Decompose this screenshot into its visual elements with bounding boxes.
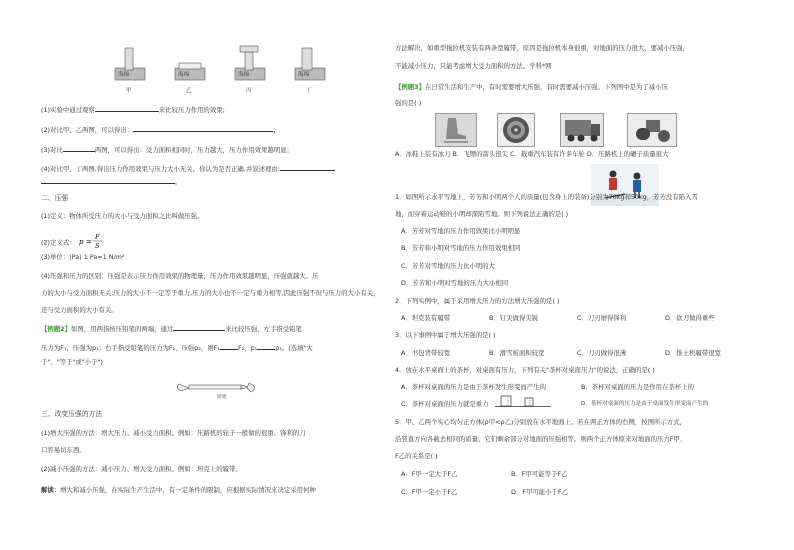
answer-blank[interactable]: [280, 163, 335, 171]
problem-5-option-c[interactable]: C．F甲一定小于F乙: [401, 488, 458, 496]
difference-line-3: 还与受力面积的大小有关。: [41, 306, 118, 314]
ice-skate-photo: [435, 113, 477, 147]
difference-line-1: (4)压强和压力的区别：压强是表示压力作用效果的物理量，压力作用效果越明显，压强就越大。压: [41, 272, 319, 280]
method-note: [41, 486, 316, 495]
figure-caption-bing: 丙: [246, 88, 252, 94]
problem-4-option-b[interactable]: B．茶杯对桌面的压力是作用在茶杯上的: [581, 383, 695, 391]
example-3-text: 在日常生活和生产中，有时需要增大压强，有时需要减小压强。下列图中是为了减小压: [425, 83, 668, 91]
svg-text:p: p: [78, 238, 84, 246]
problem-4-option-c[interactable]: C．茶杯对桌面的压力就是重力: [401, 400, 489, 408]
answer-blank[interactable]: [133, 124, 273, 132]
note-text: 增大和减小压强，在实际生产生活中，有一定条件的限制，应根据实际情况来决定采用何种: [60, 486, 316, 494]
problem-4-stem: 4．放在水平桌面上的茶杯，对桌面有压力，下列有关"茶杯对桌面压力"的说法，正确的是( ): [395, 366, 655, 374]
figure-caption-jia: 甲: [126, 88, 132, 94]
example-2-line-3: 于"、"等于"或"小于"): [41, 358, 103, 366]
problem-1-line-2: 地，而穿着运动鞋的小明却深陷雪地。则下列说法正确的是( ): [395, 210, 569, 218]
truck-photo: [560, 113, 604, 147]
question-1: [41, 104, 225, 115]
unit-text: (3)单位：(Pa) 1 Pa=1 N/m²: [41, 253, 125, 261]
example-2-text: 来比较压强，左手指受铅笔: [225, 325, 302, 333]
dartboard-photo: [497, 113, 535, 147]
figure-caption-ding: 丁: [306, 88, 312, 94]
note-label: 解读：: [41, 486, 61, 494]
problem-1-option-b[interactable]: B．芳芳和小明对雪地的压力作用效果相同: [401, 244, 521, 252]
example-2-line-1: [41, 323, 302, 334]
answer-blank[interactable]: [41, 176, 175, 184]
example-3-line-1: [395, 83, 668, 92]
problem-3-option-b[interactable]: B．滑雪板面积较宽: [489, 349, 545, 357]
svg-text:F: F: [94, 233, 100, 241]
problem-2-option-c[interactable]: C．刀刃磨得锋利: [577, 314, 627, 322]
answer-blank[interactable]: [220, 342, 238, 350]
example-3-options: A．冰鞋上装有冰刀 B．飞镖的箭头很尖 C．载重汽车装有许多车轮 D．压路机上的碾子质量很大: [395, 150, 669, 158]
continued-line-2: 不能减小压力，只能考虑增大受力面积的方法。学科*网: [395, 62, 552, 70]
example-3-line-2: 强的是( ): [395, 99, 422, 107]
question-2-tail: ；: [273, 126, 280, 134]
problem-5-line-2: 沿竖直方向各截去相同的质量，它们剩余部分对地面的压强相等。则两个正方体原来对地面的压力F甲、: [395, 435, 687, 443]
problem-1-option-d[interactable]: D．芳芳和小明对雪地的压力大小相同: [401, 279, 509, 287]
example-2-tag: 【例题2】: [41, 325, 72, 333]
road-roller-photo: [627, 113, 677, 147]
difference-line-2: 力的大小与受力面积无关;压力的大小不一定等于重力,压力的大小也不一定与重力相等,因此压强不但与压力的大小有关，: [41, 289, 380, 297]
sponge-label: 海绵: [118, 72, 130, 78]
cubes-figure: [495, 394, 551, 408]
method-2: (2)减小压强的方法：减小压力、增大受力面积。例如：坦克上的履带。: [41, 465, 242, 473]
problem-3-option-c[interactable]: C．刀刃做得很薄: [577, 349, 627, 357]
problem-5-line-1: 5．甲、乙两个实心均匀正方体(ρ甲<ρ乙)分别放在水平地面上。若在两正方体的右侧，按图所示方式，: [395, 418, 686, 426]
method-1-line-2: 口容易切东西。: [41, 446, 86, 454]
question-4-line2: [41, 176, 181, 187]
question-2-text: (2)对比甲、乙两图，可以得出：: [41, 126, 134, 134]
problem-1-line-1: 1．如图所示水平雪地上，芳芳和小明两个人的质量(包含身上的装备)分别为70kg和50kg，芳芳没有陷入雪: [395, 193, 698, 201]
problem-1-option-a[interactable]: A．芳芳对雪地的压力作用效果比小明明显: [401, 227, 521, 235]
problem-4-option-d[interactable]: D．茶杯对桌面的压力是由于桌面发生形变而产生的: [581, 401, 709, 407]
fraction-formula: [78, 232, 108, 250]
question-3-tail: 两图，可以得出：受力面积相同时，压力越大，压力作用效果越明显；: [94, 146, 293, 154]
question-4: [41, 163, 335, 174]
example-2-text: 如图，用两指按压铅笔的两端，通过: [71, 325, 174, 333]
question-4-text: (4)对比甲、丁两图,得出压力作用效果与压力大小无关。你认为是否正确,并叙述理由:: [41, 165, 280, 173]
question-1-text: (1)实验中通过观察: [41, 106, 95, 114]
svg-text:S: S: [94, 242, 100, 250]
continued-line-1: 方法解决，如重型拖拉机安装有两条宽履带，原因是拖拉机本身很重，对地面的压力很大，要减小压强，: [395, 44, 689, 52]
method-1-line-1: (1)增大压强的方法：增大压力、减小受力面积。例如：压路机的轮子一般做的很重、锋利的刀: [41, 429, 306, 437]
problem-4-option-a[interactable]: A．茶杯对桌面的压力是由于茶杯发生形变而产生的: [401, 383, 546, 391]
question-1-tail: 来比较压力作用的效果;: [158, 106, 225, 114]
example-2-text: p₂。(选填"大: [275, 344, 313, 352]
question-3: [41, 144, 293, 155]
problem-3-option-a[interactable]: A．书包背带较宽: [401, 349, 451, 357]
example-2-text: 压力为F₁、压强为p₁；右手指受铅笔的压力为F₂、压强p₂，则F₁: [41, 344, 220, 352]
problem-2-option-b[interactable]: B．钉尖做得尖锐: [489, 314, 539, 322]
figure-caption-yi: 乙: [186, 88, 192, 94]
sponge-experiment-figure: [103, 44, 333, 84]
answer-blank[interactable]: [63, 144, 95, 152]
example-2-line-2: [41, 342, 313, 353]
sponge-label: 海绵: [298, 72, 310, 78]
problem-2-option-a[interactable]: A．坦克装有履带: [401, 314, 451, 322]
section-heading-change-pressure: 三、改变压强的方法: [41, 410, 103, 418]
problem-5-option-d[interactable]: D．F甲可能小于F乙: [511, 488, 569, 496]
formula-prefix: (2)定义式：: [41, 238, 76, 247]
problem-3-option-d[interactable]: D．推土机履带很宽: [665, 349, 722, 357]
definition-text: (1)定义：物体所受压力的大小与受力面积之比叫做压强。: [41, 212, 204, 220]
problem-2-option-d[interactable]: D．砍刀做得重些: [665, 314, 715, 322]
problem-1-option-c[interactable]: C．芳芳对雪地的压力比小明的大: [401, 262, 495, 270]
pressure-formula: [78, 232, 108, 253]
problem-2-stem: 2．下列实例中，属于采用增大压力的方法增大压强的是( ): [395, 297, 560, 305]
example-2-text: F₂，p₁: [237, 344, 258, 352]
pencil-label: 铅笔: [217, 395, 227, 400]
sponge-label: 海绵: [238, 72, 250, 78]
formula-line: [41, 232, 108, 253]
answer-blank[interactable]: [173, 323, 225, 331]
answer-blank[interactable]: [95, 104, 159, 112]
answer-blank[interactable]: [257, 342, 275, 350]
problem-5-line-3: F乙的关系是( ): [395, 452, 438, 460]
question-3-text: (3)对比: [41, 146, 63, 154]
sponge-label: 海绵: [178, 72, 190, 78]
problem-5-option-a[interactable]: A．F甲一定大于F乙: [401, 470, 458, 478]
problem-3-stem: 3．以下事例中属于增大压强的是( ): [395, 331, 496, 339]
section-heading-pressure: 二、压强: [41, 194, 69, 202]
example-3-tag: 【例题3】: [395, 83, 426, 91]
problem-5-option-b[interactable]: B．F甲可能等于F乙: [511, 470, 568, 478]
question-2: [41, 124, 280, 135]
svg-text:=: =: [85, 238, 92, 246]
question-4-tail: 。: [175, 178, 182, 186]
